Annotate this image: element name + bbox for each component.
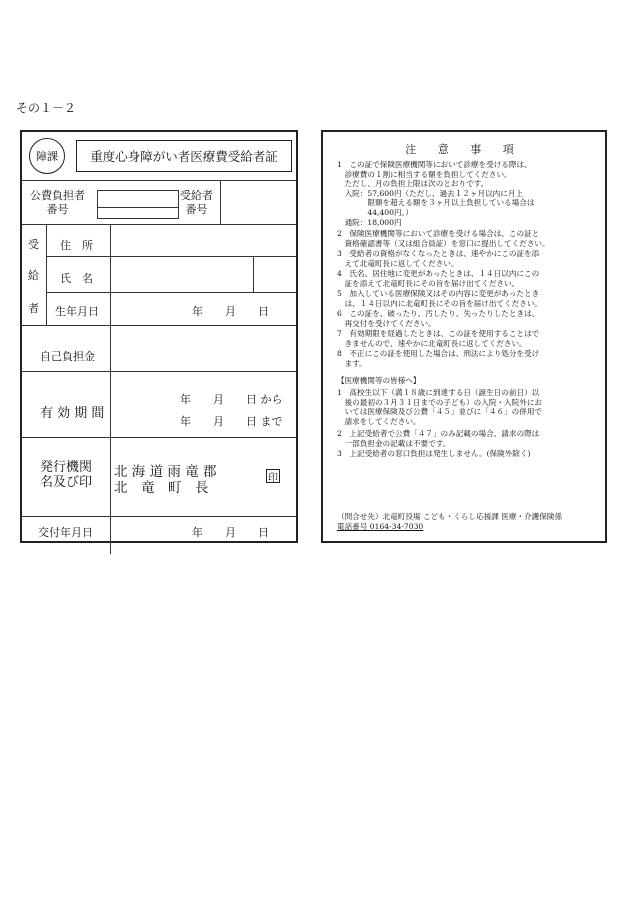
certificate-back xyxy=(321,130,607,543)
certificate-title: 重度心身障がい者医療費受給者証 xyxy=(76,140,292,172)
note-2: 2 保険医療機関等において診療を受ける場合は、この証と 資格確認書等（又は組合員証）を窓口に提出してください。 xyxy=(337,229,550,248)
issue-date-label: 交付年月日 xyxy=(38,526,93,539)
contact-info xyxy=(337,512,562,532)
copay-label: 自己負担金 xyxy=(40,350,95,363)
name-label: 氏 名 xyxy=(60,272,93,285)
recipient-number-label: 受給者 番号 xyxy=(180,189,213,216)
issuer-line-2: 北 竜 町 長 xyxy=(114,480,209,496)
medical-header: 【医療機関等の皆様へ】 xyxy=(337,376,421,385)
note-5: 5 加入している医療保険又はその内容に変更があったとき は、１４日以内に北竜町長にその旨を届け出てください。 xyxy=(337,289,543,308)
birth-date-value: 年 月 日 xyxy=(192,305,269,318)
note-8: 8 不正にこの証を使用した場合は、刑法により処分を受け ます。 xyxy=(337,349,540,368)
recipient-char-3: 者 xyxy=(28,302,39,315)
page-label: その１－２ xyxy=(16,101,77,115)
note-7: 7 有効期限を経過したときは、この証を使用することはで きませんので、速やかに北竜町長に返してください。 xyxy=(337,329,540,348)
note-4: 4 氏名、居住地に変更があったときは、１４日以内にこの 証を添えて北竜町長にその旨を届け出てください。 xyxy=(337,269,540,288)
note-3: 3 受給者の資格がなくなったときは、速やかにこの証を添 えて北竜町長に返してください。 xyxy=(337,249,540,268)
payer-number-field-lower xyxy=(97,206,179,219)
contact-line-1: （問合せ先）北竜町役場 こども・くらし応援課 医療・介護保険係 xyxy=(337,512,563,521)
medical-note-1: 1 高校生以下（満１８歳に到達する日（誕生日の前日）以 後の最初の３月３１日までの子ども）の入院・入院外にお いては医療保険及び公費「４５」並びに「４６」の併用で 請求をしてください。 xyxy=(337,388,543,426)
issuer-line-1: 北 海 道 雨 竜 郡 xyxy=(114,464,217,480)
validity-label: 有 効 期 間 xyxy=(40,406,105,421)
department-seal: 障課 xyxy=(29,138,65,174)
note-6: 6 この証を、破ったり、汚したり、失ったりしたときは、 再交付を受けてください。 xyxy=(337,309,540,328)
certificate-front xyxy=(20,130,298,543)
issuer-label: 発行機関 名及び印 xyxy=(40,460,93,490)
recipient-char-2: 給 xyxy=(28,269,39,282)
issue-date-value: 年 月 日 xyxy=(192,526,269,539)
address-label: 住 所 xyxy=(60,239,93,252)
validity-to: 年 月 日 まで xyxy=(180,415,283,428)
birth-date-label: 生年月日 xyxy=(55,305,99,318)
validity-from: 年 月 日 から xyxy=(180,393,283,406)
payer-number-label: 公費負担者 番号 xyxy=(30,189,85,216)
notes-title: 注 意 事 項 xyxy=(405,143,523,156)
contact-phone: 電話番号 0164-34-7030 xyxy=(337,522,424,531)
note-1: 1 この証で保険医療機関等において診療を受ける際は、 診療費の１割に相当する額を負担してください。 ただし、月の負担上限は次のとおりです。 入院：57,600円（ただし、過去１２ヶ月以内に月上 限額を超える額を３ヶ月以上負担している場合は 44,400円。） 通院：18,000円 xyxy=(337,160,535,227)
medical-note-2: 2 上記受給者で公費「４７」のみ記載の場合、請求の際は 一部負担金の記載は不要です。 xyxy=(337,429,540,448)
medical-note-3: 3 上記受給者の窓口負担は発生しません。(保険外除く) xyxy=(337,449,531,458)
recipient-char-1: 受 xyxy=(28,238,39,251)
official-stamp-mark: 印 xyxy=(266,469,280,483)
